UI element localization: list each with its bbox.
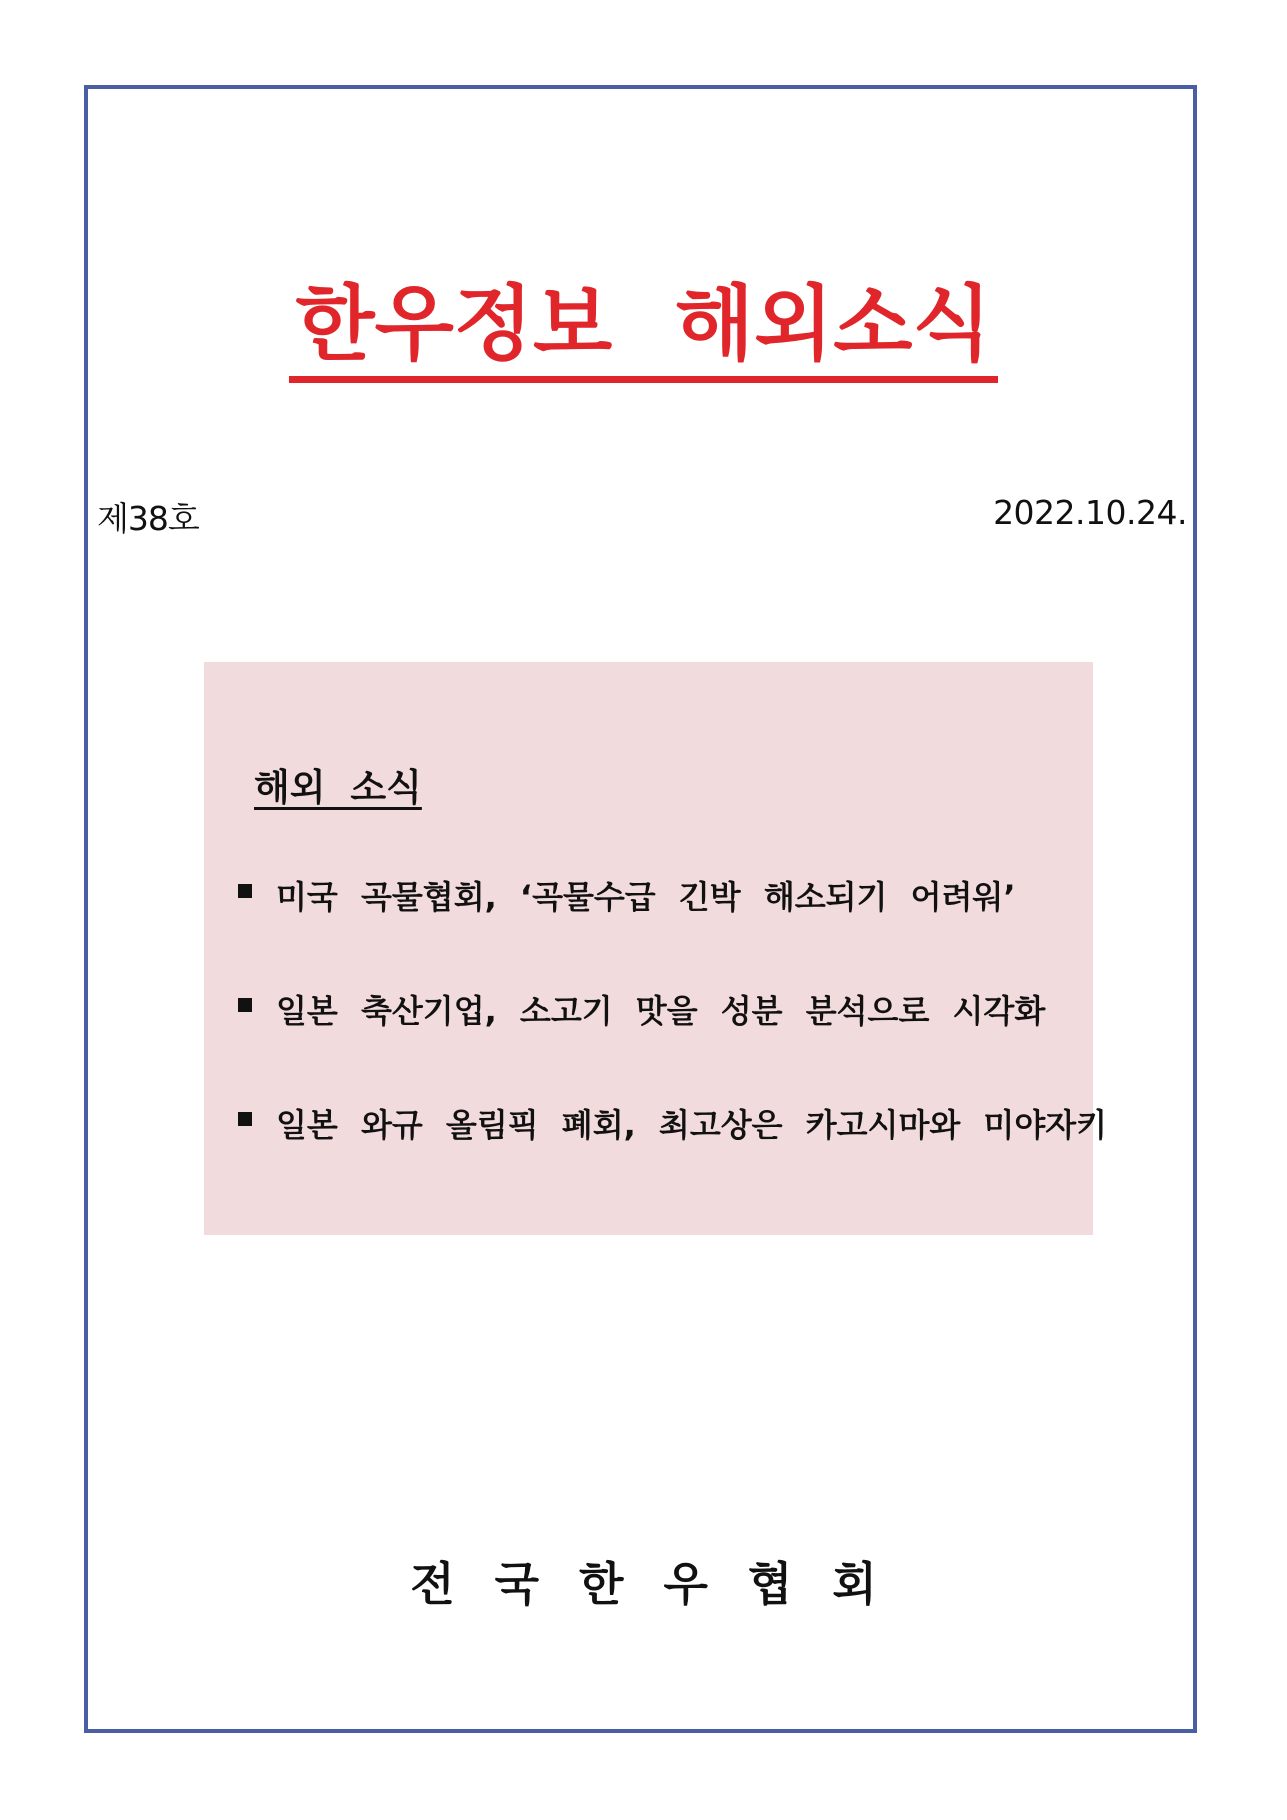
news-item bbox=[234, 986, 1107, 1100]
square-bullet-icon bbox=[238, 998, 252, 1012]
square-bullet-icon bbox=[238, 884, 252, 898]
document-title: 한우정보 해외소식 bbox=[289, 280, 997, 383]
news-item-text: 일본 와규 올림픽 폐회, 최고상은 카고시마와 미야자키 bbox=[276, 1106, 1108, 1144]
square-bullet-icon bbox=[238, 1112, 252, 1126]
news-item bbox=[234, 1100, 1107, 1214]
news-summary-box bbox=[204, 662, 1108, 1235]
news-section-heading: 해외 소식 bbox=[254, 766, 422, 809]
news-item bbox=[234, 872, 1107, 986]
news-item-text: 미국 곡물협회, ‘곡물수급 긴박 해소되기 어려워’ bbox=[276, 878, 1016, 916]
news-list bbox=[234, 872, 1107, 1214]
organization-name: 전국한우협회 bbox=[410, 1557, 917, 1611]
issue-number: 제38호 bbox=[97, 499, 199, 538]
issue-date: 2022.10.24. bbox=[993, 493, 1187, 532]
document-title-block bbox=[0, 277, 1287, 383]
news-item-text: 일본 축산기업, 소고기 맛을 성분 분석으로 시각화 bbox=[276, 992, 1046, 1030]
